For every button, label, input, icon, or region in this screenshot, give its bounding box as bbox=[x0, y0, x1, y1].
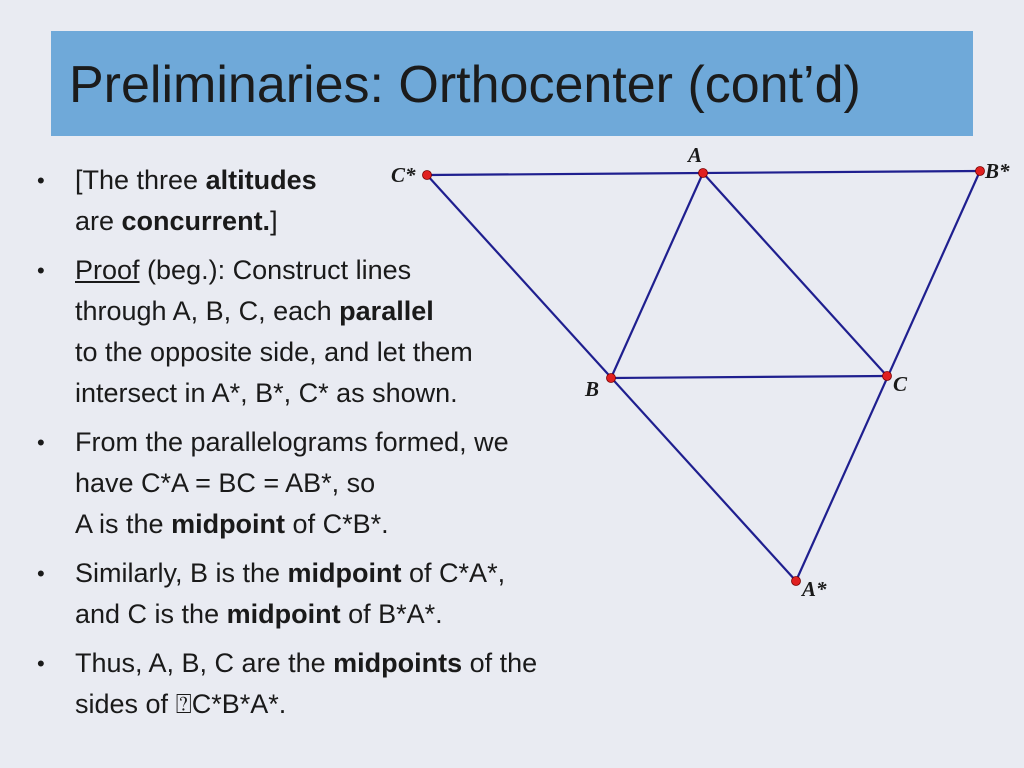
text-run: are bbox=[75, 206, 122, 236]
text-run: through A, B, C, each bbox=[75, 296, 340, 326]
text-run: midpoint bbox=[287, 558, 402, 588]
segment-a-c bbox=[703, 173, 887, 376]
text-run: parallel bbox=[339, 296, 434, 326]
text-run: A is the bbox=[75, 509, 172, 539]
text-run: C*B*A*. bbox=[191, 689, 287, 719]
bullet-dot: • bbox=[37, 651, 45, 676]
point-c bbox=[883, 372, 892, 381]
text-run: ] bbox=[270, 206, 278, 236]
text-run: and C is the bbox=[75, 599, 227, 629]
text-run: altitudes bbox=[205, 165, 317, 195]
label-b-star: B* bbox=[985, 159, 1010, 183]
text-run: [The three bbox=[75, 165, 206, 195]
text-run: concurrent. bbox=[121, 206, 271, 236]
bullet-dot: • bbox=[37, 430, 45, 455]
segment-a-b bbox=[611, 173, 703, 378]
text-run: midpoint bbox=[226, 599, 341, 629]
text-run: sides of bbox=[75, 689, 176, 719]
label-a-star: A* bbox=[802, 577, 827, 601]
text-run: Proof bbox=[75, 255, 140, 285]
point-b-star bbox=[976, 167, 985, 176]
slide-title: Preliminaries: Orthocenter (cont’d) bbox=[69, 56, 861, 114]
segment-b-c bbox=[611, 376, 887, 378]
point-a bbox=[699, 169, 708, 178]
label-c: C bbox=[893, 372, 908, 396]
text-run: (beg.): Construct lines bbox=[139, 255, 412, 285]
text-run: of C*A*, bbox=[401, 558, 506, 588]
text-run: of B*A*. bbox=[340, 599, 443, 629]
label-b: B bbox=[585, 377, 600, 401]
bullet-dot: • bbox=[37, 561, 45, 586]
point-b bbox=[607, 374, 616, 383]
label-a: A bbox=[688, 143, 703, 167]
bullet-dot: • bbox=[37, 168, 45, 193]
text-run: Thus, A, B, C are the bbox=[75, 648, 334, 678]
label-c-star: C* bbox=[391, 163, 416, 187]
text-run: intersect in A*, B*, C* as shown. bbox=[75, 378, 458, 408]
text-run: have C*A = BC = AB*, so bbox=[75, 468, 376, 498]
point-c-star bbox=[423, 171, 432, 180]
text-run: From the parallelograms formed, we bbox=[75, 427, 509, 457]
diagram-labels bbox=[391, 143, 1010, 601]
point-a-star bbox=[792, 577, 801, 586]
text-run: of the bbox=[462, 648, 538, 678]
bullet-dot: • bbox=[37, 258, 45, 283]
text-run: midpoint bbox=[171, 509, 286, 539]
text-run: to the opposite side, and let them bbox=[75, 337, 473, 367]
text-run: Similarly, B is the bbox=[75, 558, 288, 588]
text-run: of C*B*. bbox=[285, 509, 389, 539]
text-run: ⍰ bbox=[175, 689, 192, 719]
text-run: midpoints bbox=[333, 648, 463, 678]
